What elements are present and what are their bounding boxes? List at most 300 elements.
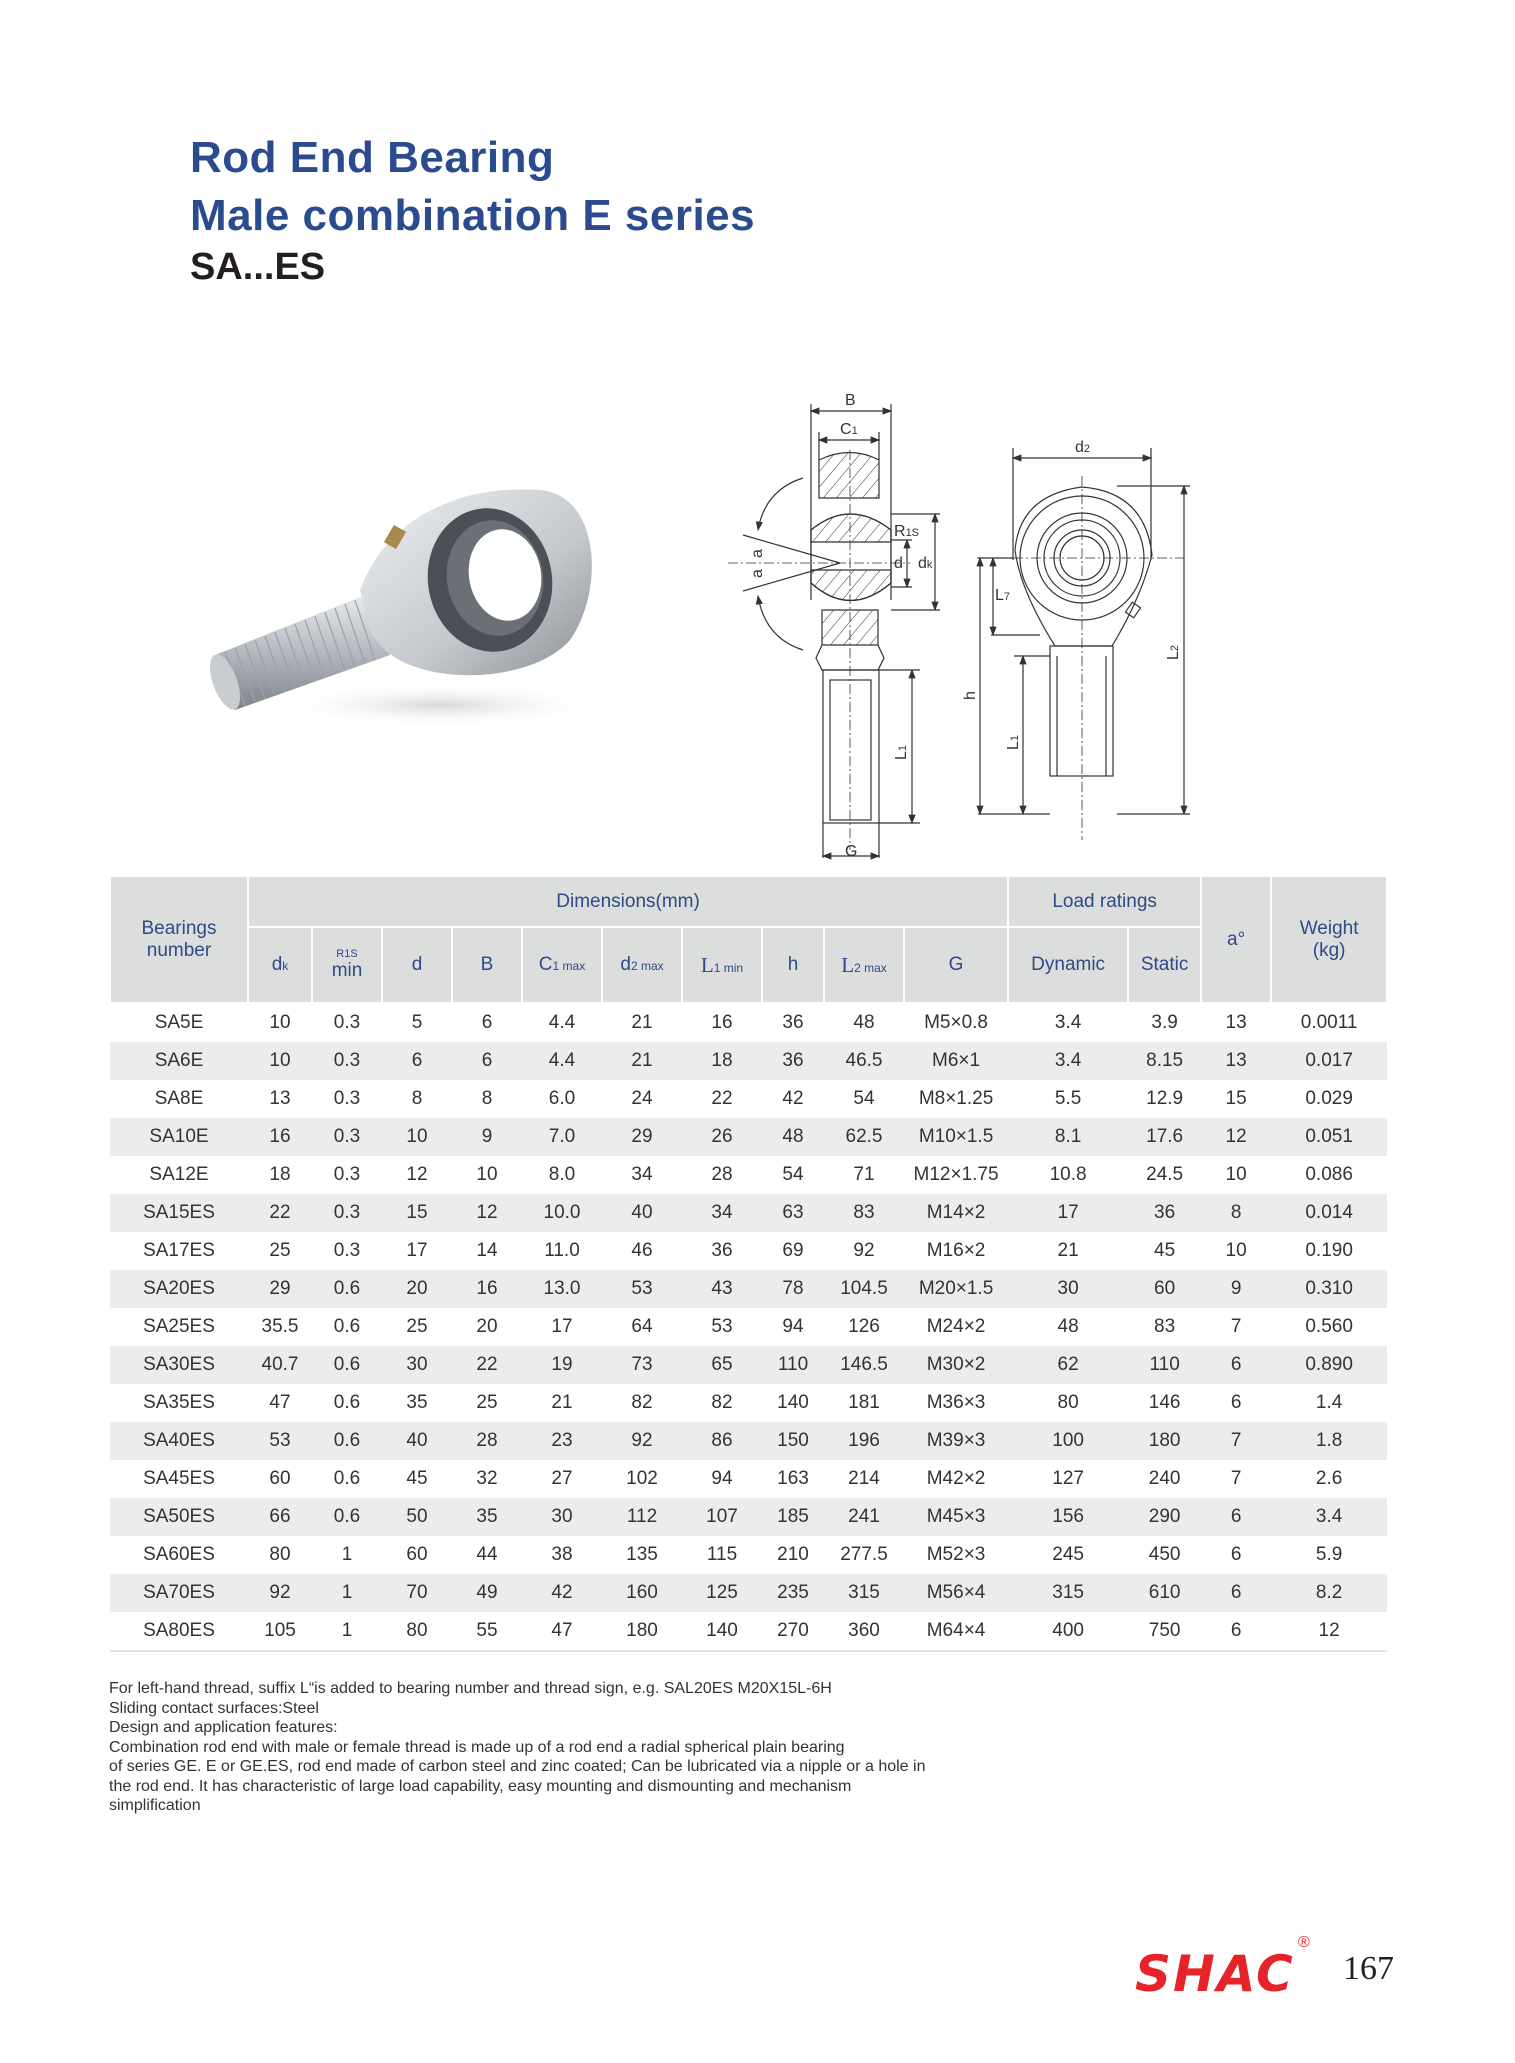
table-cell: 0.3 bbox=[312, 1042, 382, 1080]
table-cell: 17 bbox=[551, 1316, 573, 1337]
table-cell: 146.5 bbox=[824, 1346, 904, 1384]
label-l2: L2 bbox=[1165, 644, 1182, 660]
bearing-number-cell: SA60ES bbox=[143, 1544, 215, 1565]
table-cell: 86 bbox=[682, 1422, 762, 1460]
table-cell: 42 bbox=[782, 1088, 804, 1109]
table-cell: 60 bbox=[406, 1544, 428, 1565]
table-cell: 100 bbox=[1008, 1422, 1128, 1460]
col-b: B bbox=[452, 927, 522, 1003]
table-cell: 290 bbox=[1128, 1498, 1201, 1536]
table-cell: 102 bbox=[626, 1468, 658, 1489]
table-cell: 21 bbox=[631, 1012, 653, 1033]
table-cell: M10×1.5 bbox=[904, 1118, 1008, 1156]
table-cell: 16 bbox=[711, 1012, 733, 1033]
table-cell: 6 bbox=[452, 1042, 522, 1080]
table-cell: 94 bbox=[711, 1468, 733, 1489]
table-cell: M8×1.25 bbox=[918, 1088, 994, 1109]
table-cell: 180 bbox=[602, 1612, 682, 1651]
table-cell: 112 bbox=[602, 1498, 682, 1536]
table-cell: 16 bbox=[248, 1118, 312, 1156]
table-cell: 135 bbox=[626, 1544, 658, 1565]
table-cell: 10 bbox=[269, 1012, 291, 1033]
page-subtitle: Male combination E series bbox=[190, 191, 756, 240]
note-line: of series GE. E or GE.ES, rod end made of carbon steel and zinc coated; Can be lubricated via a nipple or a hole in bbox=[109, 1758, 926, 1775]
table-cell: 0.560 bbox=[1305, 1316, 1353, 1337]
table-cell: 8.0 bbox=[548, 1164, 576, 1185]
table-cell: 7 bbox=[1230, 1316, 1242, 1337]
table-cell: 60 bbox=[1128, 1270, 1201, 1308]
table-cell: 196 bbox=[824, 1422, 904, 1460]
table-cell: 150 bbox=[762, 1422, 824, 1460]
table-cell: 105 bbox=[248, 1612, 312, 1651]
table-cell: 127 bbox=[1052, 1468, 1084, 1489]
table-cell: 0.3 bbox=[333, 1240, 361, 1261]
shadow bbox=[270, 683, 610, 727]
label-l7: L7 bbox=[995, 587, 1011, 604]
table-cell: 0.017 bbox=[1271, 1042, 1387, 1080]
table-cell: 17 bbox=[1008, 1194, 1128, 1232]
table-cell: 42 bbox=[522, 1574, 602, 1612]
table-cell: 92 bbox=[248, 1574, 312, 1612]
table-row bbox=[110, 1422, 1387, 1460]
table-cell: 163 bbox=[777, 1468, 809, 1489]
specification-table bbox=[109, 875, 1388, 1652]
col-dynamic: Dynamic bbox=[1008, 927, 1128, 1003]
table-cell: M5×0.8 bbox=[924, 1012, 988, 1033]
table-row bbox=[110, 1156, 1387, 1194]
table-cell: 6 bbox=[1201, 1498, 1271, 1536]
table-cell: M42×2 bbox=[926, 1468, 986, 1489]
table-cell: 13 bbox=[1225, 1012, 1247, 1033]
table-cell: 22 bbox=[452, 1346, 522, 1384]
table-cell: 20 bbox=[382, 1270, 452, 1308]
bearing-number-cell: SA45ES bbox=[143, 1468, 215, 1489]
table-cell: 24.5 bbox=[1146, 1164, 1184, 1185]
label-r1s: R1S bbox=[894, 523, 920, 540]
table-cell: 92 bbox=[853, 1240, 875, 1261]
col-bearings-number: Bearings number bbox=[110, 876, 248, 1003]
table-cell: 30 bbox=[382, 1346, 452, 1384]
table-cell: 1 bbox=[312, 1612, 382, 1651]
table-cell: 6 bbox=[1230, 1392, 1242, 1413]
table-cell: 17.6 bbox=[1128, 1118, 1201, 1156]
table-cell: 30 bbox=[522, 1498, 602, 1536]
table-cell: 48 bbox=[1057, 1316, 1079, 1337]
table-cell: 28 bbox=[452, 1422, 522, 1460]
label-h: h bbox=[962, 691, 979, 700]
table-cell: M30×2 bbox=[904, 1346, 1008, 1384]
table-cell: 8 bbox=[481, 1088, 493, 1109]
table-cell: 0.029 bbox=[1305, 1088, 1353, 1109]
table-cell: 610 bbox=[1128, 1574, 1201, 1612]
table-cell: 64 bbox=[631, 1316, 653, 1337]
table-cell: 6 bbox=[1201, 1346, 1271, 1384]
bearing-number-cell: SA35ES bbox=[143, 1392, 215, 1413]
table-cell: 54 bbox=[853, 1088, 875, 1109]
table-cell: 1.4 bbox=[1315, 1392, 1343, 1413]
table-cell: 53 bbox=[248, 1422, 312, 1460]
table-cell: M52×3 bbox=[926, 1544, 986, 1565]
col-static: Static bbox=[1128, 927, 1201, 1003]
table-cell: 48 bbox=[762, 1118, 824, 1156]
table-cell: M24×2 bbox=[926, 1316, 986, 1337]
table-cell: 45 bbox=[406, 1468, 428, 1489]
product-photo bbox=[190, 470, 610, 750]
table-cell: 48 bbox=[853, 1012, 875, 1033]
table-cell: 25 bbox=[406, 1316, 428, 1337]
table-cell: 10 bbox=[382, 1118, 452, 1156]
table-cell: 0.0011 bbox=[1300, 1012, 1358, 1033]
table-cell: 53 bbox=[602, 1270, 682, 1308]
table-cell: 63 bbox=[762, 1194, 824, 1232]
label-g: G bbox=[845, 843, 858, 860]
table-cell: 240 bbox=[1148, 1468, 1181, 1489]
table-cell: 73 bbox=[602, 1346, 682, 1384]
page-number: 167 bbox=[1343, 1950, 1394, 1987]
table-cell: 36 bbox=[762, 1042, 824, 1080]
table-cell: 0.3 bbox=[333, 1012, 361, 1033]
table-cell: 36 bbox=[782, 1012, 804, 1033]
table-cell: 36 bbox=[1128, 1194, 1201, 1232]
table-row bbox=[110, 1232, 1387, 1270]
table-cell: 4.4 bbox=[522, 1042, 602, 1080]
table-cell: 7.0 bbox=[522, 1118, 602, 1156]
table-cell: M20×1.5 bbox=[904, 1270, 1008, 1308]
table-cell: 54 bbox=[782, 1164, 804, 1185]
table-cell: 140 bbox=[682, 1612, 762, 1651]
table-cell: 12.9 bbox=[1146, 1088, 1184, 1109]
table-cell: 1.8 bbox=[1271, 1422, 1387, 1460]
bearing-number-cell: SA5E bbox=[154, 1012, 204, 1033]
table-cell: 46 bbox=[631, 1240, 653, 1261]
table-cell: 140 bbox=[777, 1392, 809, 1413]
col-h: h bbox=[762, 927, 824, 1003]
table-cell: 0.310 bbox=[1271, 1270, 1387, 1308]
bearing-number-cell: SA50ES bbox=[110, 1498, 248, 1536]
table-cell: 5.9 bbox=[1315, 1544, 1343, 1565]
table-cell: 9 bbox=[1201, 1270, 1271, 1308]
table-cell: 6 bbox=[382, 1042, 452, 1080]
notes bbox=[109, 1679, 1109, 1816]
table-cell: M16×2 bbox=[926, 1240, 986, 1261]
table-cell: 15 bbox=[1225, 1088, 1247, 1109]
table-cell: 15 bbox=[382, 1194, 452, 1232]
table-cell: 107 bbox=[682, 1498, 762, 1536]
table-cell: 6 bbox=[1230, 1544, 1242, 1565]
table-cell: 8.15 bbox=[1128, 1042, 1201, 1080]
label-d2: d2 bbox=[1075, 439, 1091, 456]
table-cell: 26 bbox=[682, 1118, 762, 1156]
table-cell: M6×1 bbox=[904, 1042, 1008, 1080]
table-cell: 34 bbox=[631, 1164, 653, 1185]
col-d2-max: d2 max bbox=[602, 927, 682, 1003]
note-line: Sliding contact surfaces:Steel bbox=[109, 1699, 319, 1717]
table-cell: 43 bbox=[682, 1270, 762, 1308]
table-cell: 13 bbox=[1201, 1042, 1271, 1080]
table-cell: 0.6 bbox=[312, 1270, 382, 1308]
table-cell: 47 bbox=[522, 1612, 602, 1651]
table-cell: 46.5 bbox=[824, 1042, 904, 1080]
bearing-number-cell: SA15ES bbox=[110, 1194, 248, 1232]
table-cell: 65 bbox=[682, 1346, 762, 1384]
table-cell: 10 bbox=[248, 1042, 312, 1080]
label-l1-front: L1 bbox=[1005, 734, 1022, 750]
col-r1s-min: R1S min bbox=[312, 927, 382, 1003]
table-cell: 50 bbox=[382, 1498, 452, 1536]
table-cell: 34 bbox=[682, 1194, 762, 1232]
table-cell: 0.3 bbox=[312, 1194, 382, 1232]
table-cell: 400 bbox=[1008, 1612, 1128, 1651]
table-cell: 32 bbox=[476, 1468, 498, 1489]
table-cell: 35 bbox=[406, 1392, 428, 1413]
table-cell: 28 bbox=[711, 1164, 733, 1185]
table-row bbox=[110, 1612, 1387, 1651]
bearing-number-cell: SA25ES bbox=[143, 1316, 215, 1337]
col-d: d bbox=[382, 927, 452, 1003]
bearing-number-cell: SA40ES bbox=[110, 1422, 248, 1460]
table-cell: 12 bbox=[1201, 1118, 1271, 1156]
table-row bbox=[110, 1536, 1387, 1574]
table-cell: 277.5 bbox=[840, 1544, 888, 1565]
col-l2-max: L2 max bbox=[824, 927, 904, 1003]
table-cell: 0.6 bbox=[333, 1316, 361, 1337]
table-cell: M14×2 bbox=[904, 1194, 1008, 1232]
table-cell: 71 bbox=[853, 1164, 875, 1185]
table-cell: 8 bbox=[1201, 1194, 1271, 1232]
table-cell: 104.5 bbox=[824, 1270, 904, 1308]
table-cell: 8 bbox=[411, 1088, 423, 1109]
table-cell: 40 bbox=[602, 1194, 682, 1232]
model-series: SA...ES bbox=[190, 246, 326, 288]
table-cell: 20 bbox=[476, 1316, 498, 1337]
table-cell: 19 bbox=[522, 1346, 602, 1384]
table-cell: 125 bbox=[682, 1574, 762, 1612]
table-cell: 156 bbox=[1008, 1498, 1128, 1536]
table-cell: 35 bbox=[452, 1498, 522, 1536]
table-cell: 6 bbox=[1201, 1574, 1271, 1612]
table-cell: 4.4 bbox=[548, 1012, 576, 1033]
table-cell: 0.086 bbox=[1305, 1164, 1353, 1185]
table-row bbox=[110, 1574, 1387, 1612]
table-cell: 8.2 bbox=[1271, 1574, 1387, 1612]
bearing-number-cell: SA17ES bbox=[143, 1240, 215, 1261]
table-cell: 21 bbox=[1057, 1240, 1079, 1261]
note-line: For left-hand thread, suffix L“is added to bearing number and thread sign, e.g. SAL20ES M20X15L-6H bbox=[109, 1680, 832, 1697]
bearing-number-cell: SA80ES bbox=[110, 1612, 248, 1651]
label-a-top: a bbox=[749, 549, 766, 558]
table-cell: 18 bbox=[269, 1164, 291, 1185]
table-cell: 360 bbox=[824, 1612, 904, 1651]
bearing-number-cell: SA12E bbox=[149, 1164, 209, 1185]
table-row bbox=[110, 1118, 1387, 1156]
table-cell: 1 bbox=[312, 1574, 382, 1612]
table-cell: 27 bbox=[551, 1468, 573, 1489]
table-cell: 9 bbox=[452, 1118, 522, 1156]
note-line: the rod end. It has characteristic of large load capability, easy mounting and dismounting and mechanism bbox=[109, 1777, 852, 1795]
table-cell: 181 bbox=[848, 1392, 880, 1413]
table-cell: 450 bbox=[1148, 1544, 1181, 1565]
table-cell: 44 bbox=[476, 1544, 498, 1565]
col-g: G bbox=[904, 927, 1008, 1003]
table-cell: 0.051 bbox=[1271, 1118, 1387, 1156]
bearing-number-cell: SA30ES bbox=[110, 1346, 248, 1384]
table-cell: M39×3 bbox=[904, 1422, 1008, 1460]
table-cell: 0.014 bbox=[1271, 1194, 1387, 1232]
table-cell: 180 bbox=[1128, 1422, 1201, 1460]
table-cell: 80 bbox=[269, 1544, 291, 1565]
group-load-ratings: Load ratings bbox=[1008, 876, 1201, 927]
bearing-number-cell: SA10E bbox=[110, 1118, 248, 1156]
table-cell: 10 bbox=[1225, 1164, 1247, 1185]
table-cell: 0.3 bbox=[333, 1164, 361, 1185]
bearing-number-cell: SA70ES bbox=[110, 1574, 248, 1612]
table-cell: 270 bbox=[762, 1612, 824, 1651]
table-cell: 35.5 bbox=[261, 1316, 299, 1337]
table-cell: 126 bbox=[848, 1316, 880, 1337]
table-cell: 10 bbox=[476, 1164, 498, 1185]
table-cell: 12 bbox=[452, 1194, 522, 1232]
table-cell: 214 bbox=[848, 1468, 880, 1489]
table-cell: 82 bbox=[711, 1392, 733, 1413]
table-cell: 6.0 bbox=[548, 1088, 576, 1109]
table-cell: 82 bbox=[631, 1392, 653, 1413]
group-dimensions: Dimensions(mm) bbox=[248, 876, 1008, 927]
table-cell: 235 bbox=[762, 1574, 824, 1612]
table-row bbox=[110, 1080, 1387, 1118]
table-row bbox=[110, 1346, 1387, 1384]
table-cell: 40.7 bbox=[248, 1346, 312, 1384]
table-cell: 0.6 bbox=[312, 1422, 382, 1460]
table-row bbox=[110, 1194, 1387, 1232]
table-cell: 17 bbox=[406, 1240, 428, 1261]
table-row bbox=[110, 1498, 1387, 1536]
col-weight: Weight (kg) bbox=[1271, 876, 1387, 1003]
table-cell: 210 bbox=[777, 1544, 809, 1565]
table-cell: 8.1 bbox=[1008, 1118, 1128, 1156]
table-cell: 13.0 bbox=[522, 1270, 602, 1308]
brand-logo: SHAC bbox=[1135, 1945, 1295, 2003]
table-cell: 12 bbox=[406, 1164, 428, 1185]
table-cell: 55 bbox=[452, 1612, 522, 1651]
col-l1-min: L1 min bbox=[682, 927, 762, 1003]
table-cell: 70 bbox=[382, 1574, 452, 1612]
table-cell: 66 bbox=[248, 1498, 312, 1536]
note-line: Design and application features: bbox=[109, 1719, 338, 1736]
table-cell: 12 bbox=[1271, 1612, 1387, 1651]
label-b: B bbox=[845, 392, 856, 409]
table-cell: 29 bbox=[248, 1270, 312, 1308]
table-cell: 22 bbox=[248, 1194, 312, 1232]
table-cell: 10.8 bbox=[1049, 1164, 1087, 1185]
table-cell: 36 bbox=[711, 1240, 733, 1261]
table-cell: 5 bbox=[411, 1012, 423, 1033]
table-cell: 92 bbox=[602, 1422, 682, 1460]
note-line: simplification bbox=[109, 1797, 201, 1814]
bearing-number-cell: SA8E bbox=[154, 1088, 204, 1109]
table-cell: 16 bbox=[452, 1270, 522, 1308]
col-c1-max: C1 max bbox=[522, 927, 602, 1003]
table-cell: 83 bbox=[1154, 1316, 1176, 1337]
table-cell: 60 bbox=[269, 1468, 291, 1489]
table-cell: 30 bbox=[1008, 1270, 1128, 1308]
table-cell: 7 bbox=[1201, 1422, 1271, 1460]
table-cell: 49 bbox=[452, 1574, 522, 1612]
table-cell: 315 bbox=[1008, 1574, 1128, 1612]
table-cell: 11.0 bbox=[544, 1240, 580, 1261]
label-l1-section: L1 bbox=[893, 744, 910, 760]
table-cell: 0.190 bbox=[1305, 1240, 1353, 1261]
table-cell: M64×4 bbox=[904, 1612, 1008, 1651]
table-cell: 0.6 bbox=[333, 1468, 361, 1489]
table-row bbox=[110, 1384, 1387, 1422]
table-cell: 53 bbox=[711, 1316, 733, 1337]
table-cell: 115 bbox=[706, 1544, 738, 1565]
table-row bbox=[110, 1308, 1387, 1346]
table-cell: 80 bbox=[382, 1612, 452, 1651]
bearing-number-cell: SA20ES bbox=[110, 1270, 248, 1308]
table-cell: 23 bbox=[522, 1422, 602, 1460]
table-row bbox=[110, 1042, 1387, 1080]
table-cell: 24 bbox=[631, 1088, 653, 1109]
table-cell: 10 bbox=[1225, 1240, 1247, 1261]
table-cell: 80 bbox=[1057, 1392, 1079, 1413]
table-cell: 21 bbox=[551, 1392, 573, 1413]
table-cell: 1 bbox=[341, 1544, 353, 1565]
table-cell: 0.890 bbox=[1271, 1346, 1387, 1384]
table-cell: 2.6 bbox=[1315, 1468, 1343, 1489]
registered-mark: ® bbox=[1298, 1934, 1310, 1951]
table-cell: M12×1.75 bbox=[913, 1164, 999, 1185]
table-cell: 0.3 bbox=[333, 1088, 361, 1109]
table-cell: 3.4 bbox=[1271, 1498, 1387, 1536]
col-angle: a° bbox=[1201, 876, 1271, 1003]
table-row bbox=[110, 1460, 1387, 1498]
table-cell: 0.3 bbox=[312, 1118, 382, 1156]
table-cell: 22 bbox=[711, 1088, 733, 1109]
table-cell: 0.6 bbox=[333, 1392, 361, 1413]
table-cell: 10.0 bbox=[522, 1194, 602, 1232]
table-cell: 241 bbox=[824, 1498, 904, 1536]
table-cell: 146 bbox=[1148, 1392, 1181, 1413]
table-cell: 6 bbox=[1201, 1612, 1271, 1651]
table-cell: 245 bbox=[1052, 1544, 1084, 1565]
table-row bbox=[110, 1003, 1387, 1042]
table-cell: 185 bbox=[762, 1498, 824, 1536]
table-cell: M36×3 bbox=[926, 1392, 986, 1413]
table-cell: 25 bbox=[476, 1392, 498, 1413]
table-cell: 40 bbox=[382, 1422, 452, 1460]
table-cell: 5.5 bbox=[1054, 1088, 1082, 1109]
table-cell: 7 bbox=[1230, 1468, 1242, 1489]
label-dk: dk bbox=[918, 555, 933, 572]
table-cell: 0.6 bbox=[312, 1346, 382, 1384]
table-cell: 160 bbox=[602, 1574, 682, 1612]
table-cell: 110 bbox=[1128, 1346, 1201, 1384]
table-cell: 38 bbox=[551, 1544, 573, 1565]
table-cell: 6 bbox=[481, 1012, 493, 1033]
table-cell: 62 bbox=[1008, 1346, 1128, 1384]
table-row bbox=[110, 1270, 1387, 1308]
table-cell: 83 bbox=[824, 1194, 904, 1232]
note-line: Combination rod end with male or female thread is made up of a rod end a radial spherical plain bearing bbox=[109, 1738, 845, 1756]
table-cell: 3.4 bbox=[1008, 1042, 1128, 1080]
table-cell: 0.6 bbox=[312, 1498, 382, 1536]
table-cell: 3.9 bbox=[1151, 1012, 1178, 1033]
table-cell: 13 bbox=[269, 1088, 291, 1109]
table-cell: 315 bbox=[824, 1574, 904, 1612]
table-cell: 78 bbox=[762, 1270, 824, 1308]
table-cell: 47 bbox=[269, 1392, 291, 1413]
